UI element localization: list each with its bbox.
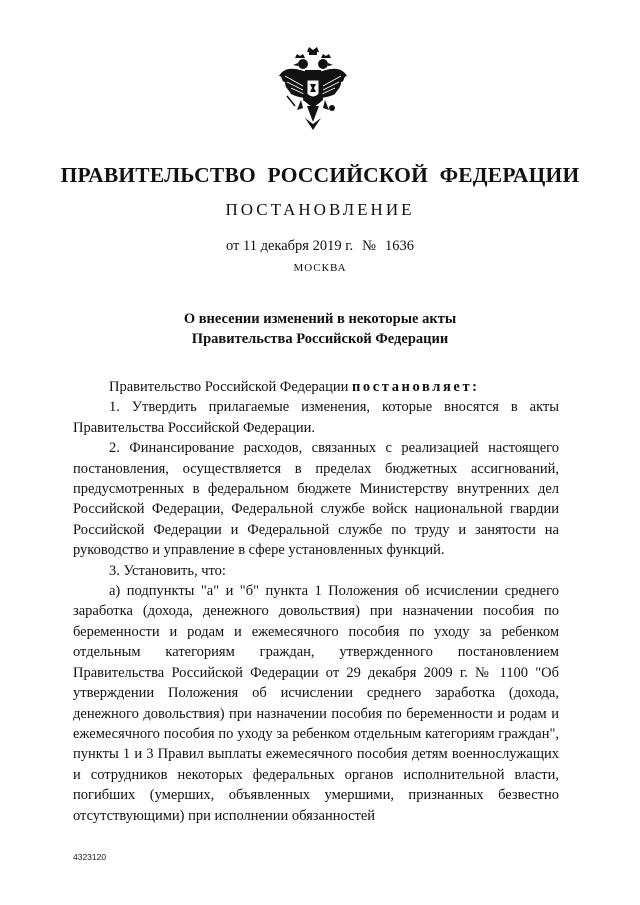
document-id: 4323120	[73, 852, 107, 862]
document-city: МОСКВА	[293, 262, 347, 274]
government-title: ПРАВИТЕЛЬСТВО РОССИЙСКОЙ ФЕДЕРАЦИИ	[60, 163, 580, 187]
intro-verb: постановляет:	[351, 379, 480, 395]
russian-coat-of-arms-icon	[277, 46, 349, 134]
subject-line-2: Правительства Российской Федерации	[191, 331, 449, 347]
document-subject	[0, 309, 640, 349]
item-1: 1. Утвердить прилагаемые изменения, которые вносятся в акты Правительства Российской Федерации.	[73, 399, 559, 436]
document-type: ПОСТАНОВЛЕНИЕ	[225, 200, 415, 219]
document-date: от 11 декабря 2019 г.	[225, 238, 354, 254]
intro-paragraph	[73, 377, 559, 397]
document-date-line	[0, 238, 640, 255]
intro-prefix: Правительство Российской Федерации	[109, 379, 352, 395]
item-3: 3. Установить, что:	[109, 562, 226, 579]
subject-line-1: О внесении изменений в некоторые акты	[183, 311, 457, 327]
item-3a: а) подпункты "а" и "б" пункта 1 Положения об исчислении среднего заработка (дохода, денежного довольствия) при назначении пособия по беременности и родам и ежемесячного пособия по уходу за ребенком отдельным категориям граждан, утвержденного постановлением Правительства Российской Федерации от 29 декабря 2009 г. № 1100 "Об утверждении Положения об исчислении среднего заработка (дохода, денежного довольствия) при назначении пособия по беременности и родам и ежемесячного пособия по уходу за ребенком отдельным категориям граждан", пункты 1 и 3 Правил выплаты ежемесячного пособия детям военнослужащих и сотрудников некоторых федеральных органов исполнительной власти, погибших (умерших, объявленных умершими, признанных безвестно отсутствующими) при исполнении обязанностей	[73, 583, 559, 824]
document-number: 1636	[385, 238, 414, 254]
item-2: 2. Финансирование расходов, связанных с реализацией настоящего постановления, осуществляется в пределах бюджетных ассигнований, предусмотренных в федеральном бюджете Министерству внутренних дел Российской Федерации, Федеральной службе войск национальной гвардии Российской Федерации и Федеральной службе по труду и занятости на руководство и управление в сфере установленных функций.	[73, 440, 559, 559]
document-number-label: №	[362, 238, 376, 254]
document-body	[73, 377, 559, 826]
